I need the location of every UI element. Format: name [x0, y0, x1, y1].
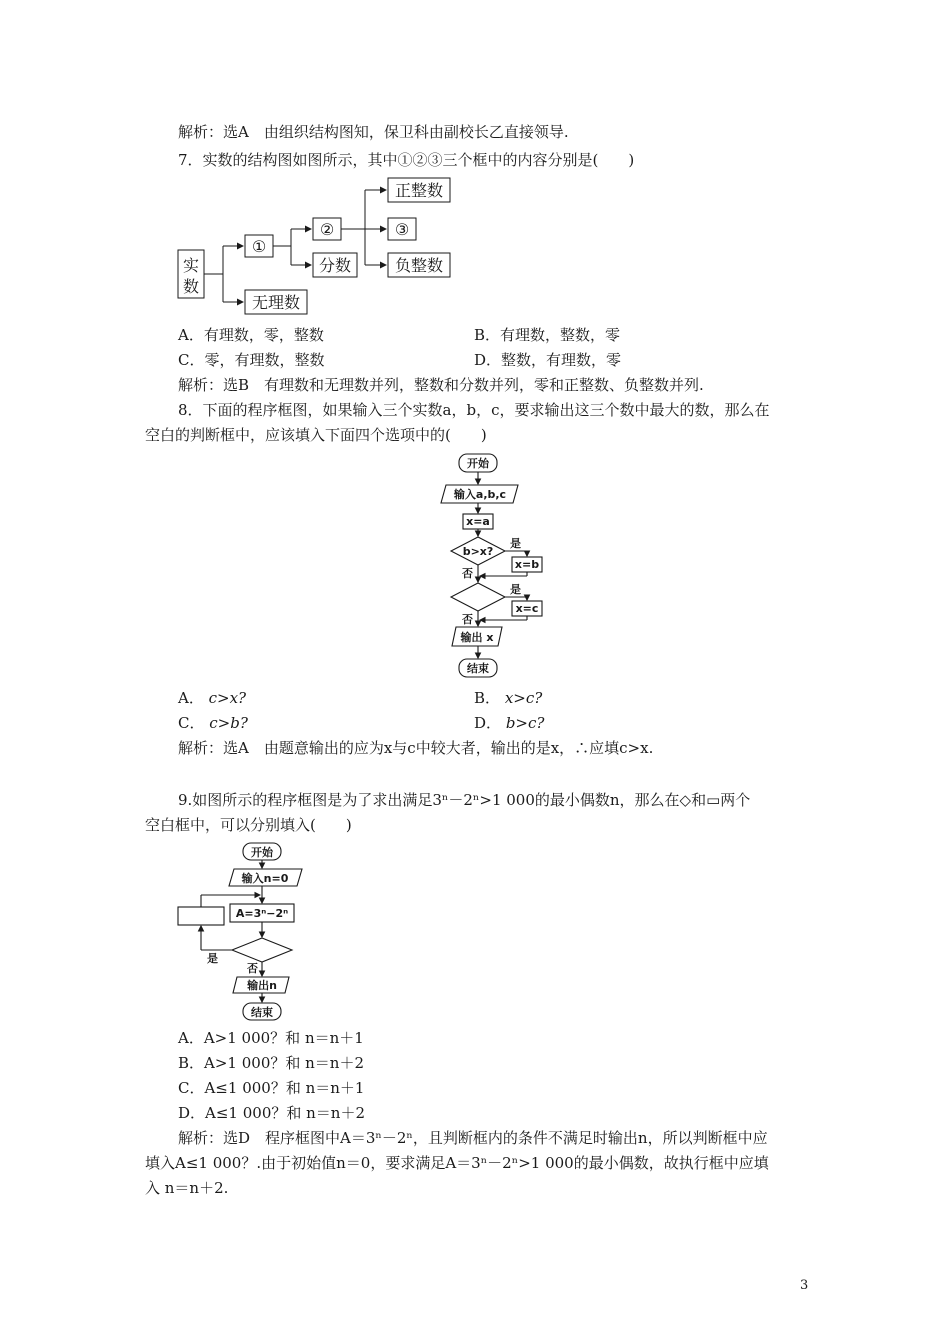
neg-int-label: 负整数 — [394, 256, 444, 275]
q9-option-c: C．A≤1 000？和 n＝n＋1 — [178, 1079, 365, 1097]
q7-option-a: A．有理数，零，整数 — [178, 326, 324, 344]
fraction-label: 分数 — [318, 256, 352, 275]
q8-stem-line2: 空白的判断框中，应该填入下面四个选项中的( ) — [145, 426, 487, 444]
q8-cond1-label: b>x? — [462, 545, 494, 558]
q8-assign-label: x=a — [466, 515, 490, 528]
q8-input-label: 输入a,b,c — [453, 488, 507, 501]
q7-option-d: D．整数，有理数，零 — [474, 351, 622, 369]
q8-option-a: A． c>x? — [178, 689, 247, 707]
q7-option-c: C．零，有理数，整数 — [178, 351, 325, 369]
box-1-label: ① — [251, 237, 267, 256]
q9-analysis-line2: 填入A≤1 000？.由于初始值n＝0，要求满足A＝3ⁿ－2ⁿ>1 000的最小偶数，故执行框中应填 — [145, 1154, 769, 1172]
pos-int-label: 正整数 — [394, 181, 444, 200]
q8-option-b: B． x>c? — [474, 689, 543, 707]
page-number: 3 — [800, 1278, 809, 1293]
q8-stem-line1: 8．下面的程序框图，如果输入三个实数a，b，c，要求输出这三个数中最大的数，那么在 — [178, 401, 770, 419]
q8-no2-label: 否 — [462, 613, 473, 626]
q9-stem-line2: 空白框中，可以分别填入( ) — [145, 816, 352, 834]
q7-stem: 7．实数的结构图如图所示，其中①②③三个框中的内容分别是( ) — [178, 151, 635, 169]
q9-analysis-line3: 入 n＝n＋2. — [145, 1179, 229, 1197]
irrational-label: 无理数 — [251, 293, 301, 312]
q8-option-d: D． b>c? — [474, 714, 545, 732]
q9-input-label: 输入n=0 — [241, 872, 289, 885]
q9-assign-label: A=3ⁿ−2ⁿ — [235, 907, 289, 920]
q8-assign-b-label: x=b — [514, 558, 540, 571]
q8-yes1-label: 是 — [510, 537, 521, 550]
q7-analysis: 解析：选B 有理数和无理数并列，整数和分数并列，零和正整数、负整数并列. — [178, 376, 704, 394]
q6-analysis: 解析：选A 由组织结构图知，保卫科由副校长乙直接领导. — [178, 123, 569, 141]
root-label-2: 数 — [182, 277, 200, 296]
q9-start-label: 开始 — [251, 846, 273, 859]
q9-option-a: A．A>1 000？和 n＝n＋1 — [178, 1029, 364, 1047]
box-3-label: ③ — [394, 220, 410, 239]
q9-end-label: 结束 — [251, 1006, 273, 1019]
q9-option-d: D．A≤1 000？和 n＝n＋2 — [178, 1104, 366, 1122]
root-label-1: 实 — [182, 256, 200, 275]
q7-option-b: B．有理数，整数，零 — [474, 326, 621, 344]
q8-no1-label: 否 — [462, 567, 473, 580]
q9-output-label: 输出n — [247, 979, 277, 992]
q9-stem-line1: 9.如图所示的程序框图是为了求出满足3ⁿ－2ⁿ>1 000的最小偶数n，那么在◇和▭两个 — [178, 791, 751, 809]
q9-yes-label: 是 — [207, 952, 218, 965]
q8-option-c: C． c>b? — [178, 714, 248, 732]
box-2-label: ② — [319, 220, 335, 239]
q9-option-b: B．A>1 000？和 n＝n＋2 — [178, 1054, 364, 1072]
q8-start-label: 开始 — [467, 457, 489, 470]
q9-no-label: 否 — [247, 962, 258, 975]
q8-assign-c-label: x=c — [515, 602, 539, 615]
q8-output-label: 输出 x — [460, 631, 494, 644]
q8-analysis: 解析：选A 由题意输出的应为x与c中较大者，输出的是x，∴应填c>x. — [178, 739, 654, 757]
q9-analysis-line1: 解析：选D 程序框图中A＝3ⁿ－2ⁿ，且判断框内的条件不满足时输出n，所以判断框中应 — [178, 1129, 768, 1147]
q8-end-label: 结束 — [467, 662, 489, 675]
q8-yes2-label: 是 — [510, 583, 521, 596]
q9-blank-decision-node — [232, 938, 292, 962]
q9-blank-process-node — [178, 907, 224, 925]
